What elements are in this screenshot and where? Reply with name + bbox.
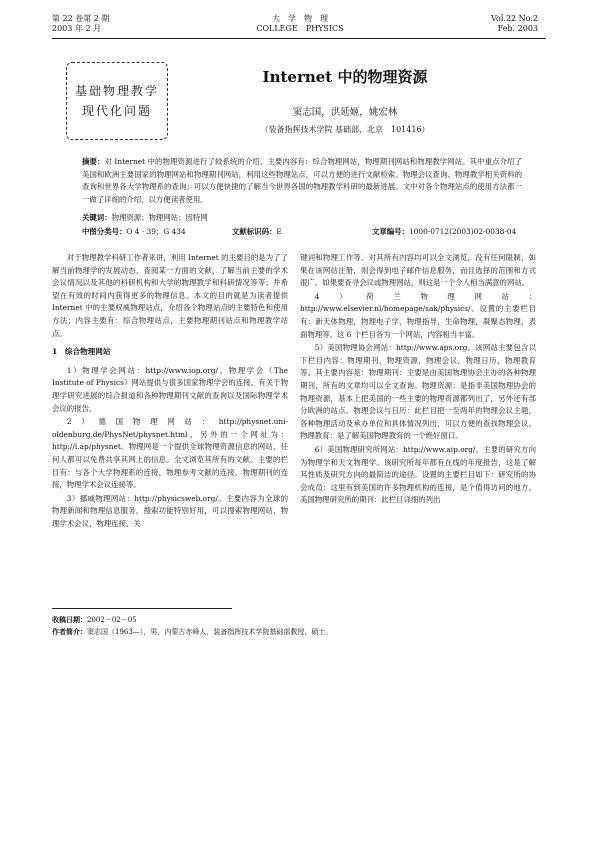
header-date-cn: 2003 年 2 月 xyxy=(52,24,102,33)
art-label: 文章编号： xyxy=(372,227,409,236)
paragraph-continued: 键词和物理工作等。对其所有内容均可以全文浏览，没有任何限制，如果在该网站注册，则会得到电子邮件信息服务，而且选择的范围和方式很广。如果要查寻会议或物理网站，则这是一个令人相当满意的网站。 xyxy=(300,253,536,288)
keywords-text: 物理资源；物理网站；因特网 xyxy=(111,213,208,222)
column-box-line2: 现代化问题 xyxy=(81,104,152,118)
art-value: 1000-0712(2003)02-0038-04 xyxy=(408,227,517,236)
header-journal-cn: 大 学 物 理 xyxy=(272,14,328,23)
header-date-en: Feb. 2003 xyxy=(497,24,538,33)
footnote-rule xyxy=(52,608,232,609)
article-title: Internet 中的物理资源 xyxy=(262,68,428,86)
received-value: 2002－02－05 xyxy=(87,616,137,624)
header-rule xyxy=(52,38,546,39)
paragraph-aip: 6）美国物理研究所网站：http://www.aip.org/。主要的研究方向为物理学和天文物理学。该研究所每年都有在线的年度报告，这是了解其性质及研究方向的最简洁的途径。设置的主要栏目如下：研究所的协会成员：这里有到美国的许多物理机构的连接，是个值得访问的地方。美国物理研究所的期刊：此栏目详细的列出 xyxy=(300,444,536,505)
keywords-label: 关键词： xyxy=(82,213,112,222)
body-right-column xyxy=(300,252,536,508)
article-number xyxy=(372,226,516,238)
received-label: 收稿日期： xyxy=(52,615,87,624)
header-vol-no: Vol.22 No.2 xyxy=(491,14,538,23)
author-bio xyxy=(52,626,542,638)
paragraph-physnet: 2）德国物理网站：http://physnet.uni-oldenburg.de/PhysNet/physnet.html，另外的一个网址为：http://i.ap/physnet。物理网是一个提供全球物理资源信息的网站，任何人都可以免费共享其网上的信息。全文浏览其所有的文献。主要的栏目有：与各个大学物理系的连接，物理参考文献的连接，物理期刊的连接，物理学术会议连接等。 xyxy=(52,417,288,490)
received-date xyxy=(52,614,542,626)
intro-paragraph: 对于物理教学科研工作者来讲，利用 Internet 的主要目的是为了了解当前物理学的发展动态，查阅某一方面的文献，了解当前主要的学术会议情况以及其他的科研机构和大学的物理教学和科研情况等等；并希望在有效的时间内获得更多的物理信息。本文的目的就是为读者提供 Internet 中的主要权威物理站点，介绍各个物理站点的主要特色和使用方法；内容主要有：综合物理站点，主要物理期刊站点和物理教学站点。 xyxy=(52,253,288,338)
author-bio-text: 窦志国（1963—），男，内蒙古赤峰人，装备指挥技术学院基础部教授，硕士。 xyxy=(87,628,333,636)
keywords xyxy=(82,212,522,224)
header-journal-en: COLLEGE PHYSICS xyxy=(256,24,344,33)
clc-label: 中图分类号： xyxy=(82,227,127,236)
paragraph-elsevier: 4）荷兰物理网站：http://www.elsevier.nl/homepage/sak/physics/。设置的主要栏目有：新天体物理，物理电子学，物理指导，生命物理，凝聚态物理，表面物理等。这 6 个栏目各为一个网站，内容相当丰富。 xyxy=(300,291,536,339)
paragraph-physicsweb: 3）挪威物理网站：http://physicsweb.org/。主要内容为全球的物理新闻和物理信息服务，搜索功能特别好用，可以搜索物理网站、物理学术会议、物理连接、关 xyxy=(52,493,288,528)
doc-label: 文献标识码： xyxy=(232,227,277,236)
article-authors: 窦志国，洪延姬，姚宏林 xyxy=(292,107,398,118)
clc-value: O 4 · 39；G 434 xyxy=(126,227,186,236)
footnote xyxy=(52,614,542,638)
doc-code xyxy=(232,226,282,238)
clc-code xyxy=(82,226,186,238)
paragraph-aps: 5）美国物理协会网站：http://www.aps.org。该网站主要包含以下栏目内容：物理期刊，物理资源，物理会议，物理日历，物理教育等。其主要内容是：物理期刊：主要是由美国物理协会主办的各种物理期刊，所有的文章均可以全文查询。物理资源：是指非美国物理协会的物理资源，基本上把美国的一些主要的物理资源都列出了，另外还有部分欧洲的站点。物理会议与日历：此栏目把一至两年的物理会议主题，各种物理活动及承办单位和具体情况列出，可以方便的查找物理会议。物理教育：是了解美国物理教育的一个绝好窗口。 xyxy=(300,343,536,441)
header-volume-en xyxy=(491,14,538,34)
paragraph-iop: 1）物理学会网站：http://www.iop.org/。物理学会（The Institute of Physics）网站提供与很多国家物理学会的连接，有关于物理学研究进展的综合报道和各种物理期刊文献的查询以及国际物理学术会议的报告。 xyxy=(52,365,288,413)
abstract-label: 摘要： xyxy=(82,157,105,166)
column-section-box xyxy=(66,62,168,140)
doc-value: E xyxy=(276,227,282,236)
column-box-line1: 基础物理教学 xyxy=(74,84,159,98)
section-heading: 1 综合物理网站 xyxy=(52,347,111,357)
body-left-column xyxy=(52,252,288,531)
author-bio-label: 作者简介： xyxy=(52,627,87,636)
abstract xyxy=(82,156,522,206)
article-affiliation: （装备指挥技术学院 基础部，北京 101416） xyxy=(260,125,430,134)
abstract-text: 对 Internet 中的物理资源进行了较系统的介绍，主要内容有：综合物理网站，物理期刊网站和物理教学网站。其中重点介绍了美国和欧洲主要国家的物理网站和物理期刊网站，利用这些物理站点，可以方便的进行文献检索、物理会议查询、物理教学相关资料的查询和世界各大学物理系的查询；可以方便快捷的了解当今世界各国的物理教学科研的最新进展。文中对各个物理站点的使用方法都一一做了详细的介绍，以方便读者使用。 xyxy=(82,157,522,204)
header-volume: 第 22 卷第 2 期 xyxy=(52,14,110,23)
